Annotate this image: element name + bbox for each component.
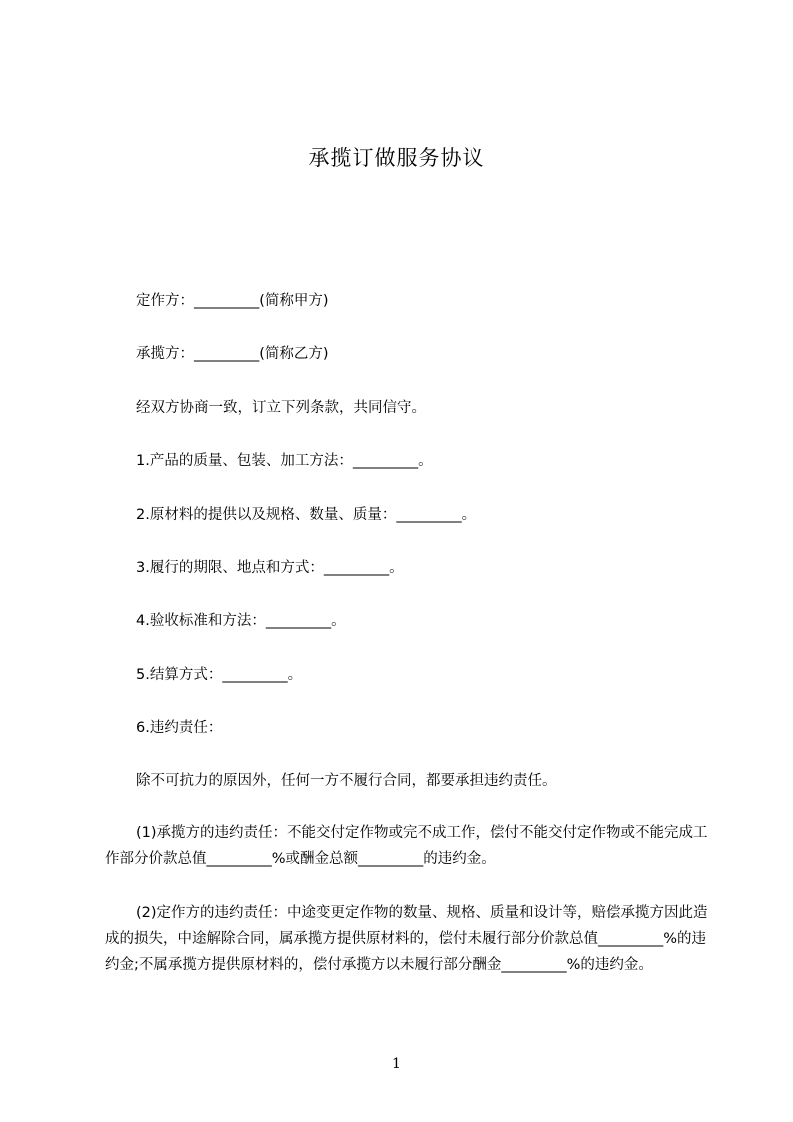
clause-4: 4.验收标准和方法：_________。 (136, 613, 346, 629)
contractor-liability: (1)承揽方的违约责任：不能交付定作物或完不成工作，偿付不能交付定作物或不能完成工作部分价款总值_________%或酬金总额_________的违约金。 (105, 825, 708, 867)
liability-intro: 除不可抗力的原因外，任何一方不履行合同，都要承担违约责任。 (136, 773, 557, 789)
clause-1: 1.产品的质量、包装、加工方法：_________。 (136, 453, 433, 469)
clause-3: 3.履行的期限、地点和方式：_________。 (136, 560, 404, 576)
clause-5: 5.结算方式：_________。 (136, 667, 303, 683)
orderer-liability: (2)定作方的违约责任：中途变更定作物的数量、规格、质量和设计等，赔偿承揽方因此造成的损失，中途解除合同，属承揽方提供原材料的，偿付未履行部分价款总值_________%的违约金;不属承揽方提供原材料的，偿付承揽方以未履行部分酬金_________%的违约金。 (105, 905, 708, 973)
agreement-intro: 经双方协商一致，订立下列条款，共同信守。 (136, 400, 426, 416)
page-number: 1 (392, 1056, 401, 1072)
clause-6: 6.违约责任： (136, 720, 223, 736)
party-a-line: 定作方：_________(简称甲方) (136, 293, 329, 309)
party-b-line: 承揽方：_________(简称乙方) (136, 346, 329, 362)
document-title: 承揽订做服务协议 (308, 146, 485, 170)
clause-2: 2.原材料的提供以及规格、数量、质量：_________。 (136, 507, 477, 523)
